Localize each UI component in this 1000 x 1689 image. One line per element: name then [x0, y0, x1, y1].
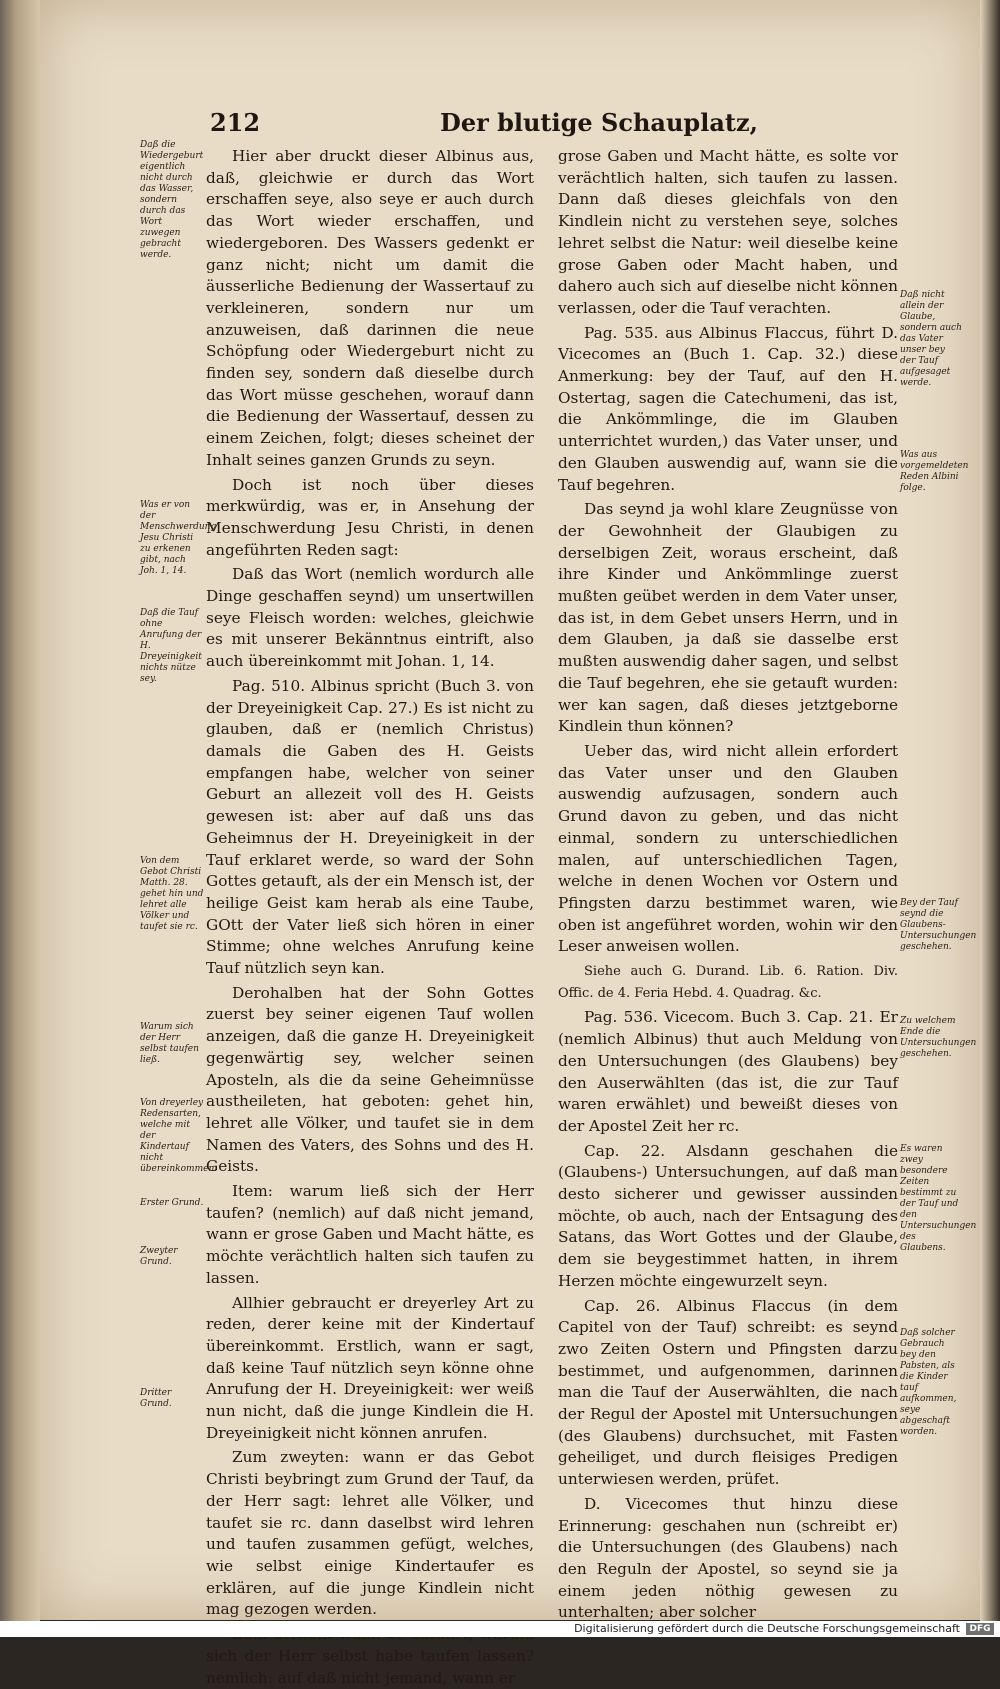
- paragraph: D. Vicecomes thut hinzu diese Erinnerung: geschahen nun (schreibt er) die Untersuchungen (des Glaubens) nach den Reguln der Apostel, so seynd sie ja einem jeden nöthig gewesen zu unterhalten; aber solcher: [558, 1494, 898, 1622]
- margin-note: Daß nicht allein der Glaube, sondern auch das Vater unser bey der Tauf aufgesaget werde.: [900, 290, 962, 388]
- paragraph: Pag. 510. Albinus spricht (Buch 3. von der Dreyeinigkeit Cap. 27.) Es ist nicht zu glauben, daß er (nemlich Christus) damals die Gaben des H. Geists empfangen habe, welcher von seiner Geburt an allezeit voll des H. Geists gewesen ist: aber auf daß uns das Geheimnus der H. Dreyeinigkeit in der Tauf erklaret werde, so ward der Sohn Gottes getauft, als der ein Mensch ist, der heilige Geist kam herab als eine Taube, GOtt der Vater ließ sich hören in einer Stimme; ohne welches Anrufung keine Tauf nützlich seyn kan.: [206, 676, 534, 978]
- paragraph: Zum zweyten: wann er das Gebot Christi beybringt zum Grund der Tauf, da der Herr sagt: lehret alle Völker, und taufet sie rc. dann daselbst wird lehren und taufen zusammen gefügt, welches, wie selbst einige Kindertaufer es erklären, auf die junge Kindlein nicht mag gezogen werden.: [206, 1448, 534, 1619]
- digitization-footer: [0, 1621, 1000, 1637]
- margin-note: Es waren zwey besondere Zeiten bestimmt zu der Tauf und den Untersuchungen des Glaubens.: [900, 1144, 977, 1253]
- paragraph: Cap. 26. Albinus Flaccus (in dem Capitel von der Tauf) schreibt: es seynd zwo Zeiten Ostern und Pfingsten darzu bestimmet, und aufgenommen, darinnen man die Tauf der Auserwählten, die nach der Regul der Apostel mit Untersuchungen (des Glaubens) durchsuchet, mit Fasten geheiliget, und durch fleisiges Predigen unterwiesen werden, prüfet.: [558, 1296, 898, 1489]
- margin-note: Von dreyerley Redensarten, welche mit der Kindertauf nicht übereinkommen.: [140, 1098, 218, 1174]
- funding-credit: Digitalisierung gefördert durch die Deutsche Forschungsgemeinschaft: [574, 1622, 960, 1635]
- text-column-left: [206, 146, 534, 1689]
- paragraph: Hier aber druckt dieser Albinus aus, daß, gleichwie er durch das Wort erschaffen seye, also seye er auch durch das Wort wieder erschaffen, und wiedergeboren. Des Wassers gedenkt er ganz nicht; nicht um damit die äusserliche Bedienung der Wassertauf zu verkleineren, sondern nur um anzuweisen, daß darinnen die neue Schöpfung oder Wiedergeburt nicht zu finden sey, sondern daß dieselbe durch das Wort müsse geschehen, worauf dann die Bedienung der Wassertauf, dessen zu einem Zeichen, folgt; dieses scheinet der Inhalt seines ganzen Grunds zu seyn.: [206, 147, 534, 469]
- paragraph: Derohalben hat der Sohn Gottes zuerst bey seiner eigenen Tauf wollen anzeigen, daß die ganze H. Dreyeinigkeit gegenwärtig sey, welcher seinen Aposteln, als die da seine Geheimnüsse austheileten, hat geboten: gehet hin, lehret alle Völker, und taufet sie in dem Namen des Vaters, des Sohns und des H. Geists.: [206, 983, 534, 1176]
- margin-note: Was aus vorgemeldeten Reden Albini folge.: [900, 450, 969, 493]
- margin-note: Von dem Gebot Christi Matth. 28. gehet hin und lehret alle Völker und taufet sie rc.: [140, 856, 204, 932]
- dfg-logo-icon: DFG: [966, 1623, 994, 1635]
- paragraph: Allhier gebraucht er dreyerley Art zu reden, derer keine mit der Kindertauf übereinkommt. Erstlich, wann er sagt, daß keine Tauf nützlich seyn könne ohne Anrufung der H. Dreyeinigkeit: wer weiß nun nicht, daß die junge Kindlein die H. Dreyeinigkeit nicht können anrufen.: [206, 1293, 534, 1442]
- paragraph: Doch ist noch über dieses merkwürdig, was er, in Ansehung der Menschwerdung Jesu Christi, in denen angeführten Reden sagt:: [206, 475, 534, 559]
- paragraph: sich der Herr selbst habe taufen lassen? nemlich: auf daß nicht jemand, wann er: [206, 1646, 534, 1687]
- margin-note: Zweyter Grund.: [140, 1246, 178, 1267]
- margin-note: Zu welchem Ende die Untersuchungen geschehen.: [900, 1016, 977, 1059]
- margin-note: Bey der Tauf seynd die Glaubens-Untersuchungen geschehen.: [900, 898, 977, 952]
- margin-note: Daß solcher Gebrauch bey den Pabsten, als die Kinder tauf aufkommen, seye abgeschaft worden.: [900, 1328, 957, 1437]
- running-title: Der blutige Schauplatz,: [440, 108, 758, 137]
- page-edge: [980, 0, 1000, 1637]
- paragraph: Das seynd ja wohl klare Zeugnüsse von der Gewohnheit der Glaubigen zu derselbigen Zeit, woraus erscheint, daß ihre Kinder und Ankömmlinge zuerst mußten geübet werden in dem Vater unser, das ist, in dem Gebet unsers Herrn, und in dem Glauben, ja daß sie dasselbe erst mußten auswendig daher sagen, und selbst die Tauf begehren, ehe sie getauft wurden: wer kan sagen, daß dieses jetztgeborne Kindlein thun können?: [558, 500, 898, 736]
- paragraph: Pag. 536. Vicecom. Buch 3. Cap. 21. Er (nemlich Albinus) thut auch Meldung von den Untersuchungen (des Glaubens) bey den Auserwählten (das ist, die zur Tauf waren erwählet) und beweißt dieses von der Apostel Zeit her rc.: [558, 1008, 898, 1135]
- paragraph: Cap. 22. Alsdann geschahen die (Glaubens-) Untersuchungen, auf daß man desto sicherer und gewisser aussinden möchte, ob auch, nach der Entsagung des Satans, das Wort Gottes und der Glaube, dem sie beygestimmet hatten, in ihrem Herzen möchte eingewurzelt seyn.: [558, 1141, 898, 1290]
- citation: Siehe auch G. Durand. Lib. 6. Ration. Div. Offic. de 4. Feria Hebd. 4. Quadrag. &c.: [558, 964, 898, 1001]
- paragraph: Daß das Wort (nemlich wordurch alle Dinge geschaffen seynd) um unsertwillen seye Fleisch worden: welches, gleichwie es mit unserer Bekänntnus eintrift, also auch übereinkommt mit Johan. 1, 14.: [206, 565, 534, 671]
- margin-note: Dritter Grund.: [140, 1388, 172, 1409]
- paragraph: Pag. 535. aus Albinus Flaccus, führt D. Vicecomes an (Buch 1. Cap. 32.) diese Anmerkung: bey der Tauf, auf den H. Ostertag, sagen die Catechumeni, das ist, die Ankömmlinge, die im Glauben unterrichtet wurden,) das Vater unser, und den Glauben auswendig auf, wann sie die Tauf begehren.: [558, 323, 898, 494]
- margin-note: Daß die Wiedergeburt eigentlich nicht durch das Wasser, sondern durch das Wort zuwegen gebracht werde.: [140, 140, 204, 260]
- margin-note: Daß die Tauf ohne Anrufung der H. Dreyeinigkeit nichts nütze sey.: [140, 608, 202, 684]
- book-gutter: [0, 0, 40, 1637]
- paragraph: Item: warum ließ sich der Herr taufen? (nemlich) auf daß nicht jemand, wann er grose Gaben und Macht hätte, es möchte verächtlich halten sich taufen zu lassen.: [206, 1182, 534, 1287]
- margin-note: Was er von der Menschwerdung Jesu Christi zu erkenen gibt, nach Joh. 1, 14.: [140, 500, 217, 576]
- paragraph: Ueber das, wird nicht allein erfordert das Vater unser und den Glauben auswendig aufzusagen, sondern auch Grund davon zu geben, und das nicht einmal, sondern zu unterschiedlichen malen, auf unterschiedlichen Tagen, welche in denen Wochen vor Ostern und Pfingsten darzu bestimmet waren, wie oben ist angeführet worden, wohin wir den Leser anweisen wollen.: [558, 741, 898, 956]
- text-column-right: [558, 146, 898, 1624]
- margin-note: Warum sich der Herr selbst taufen ließ.: [140, 1022, 199, 1065]
- page-number: 212: [210, 108, 261, 137]
- margin-note: Erster Grund.: [140, 1198, 204, 1208]
- page-header: [210, 108, 758, 148]
- paragraph: grose Gaben und Macht hätte, es solte vor verächtlich halten, sich taufen zu lassen. Dann daß dieses gleichfals von den Kindlein nicht zu verstehen seye, solches lehret selbst die Natur: weil dieselbe keine grose Gaben oder Macht haben, und dahero auch sich auf dieselbe nicht können verlassen, oder die Tauf verachten.: [558, 147, 898, 317]
